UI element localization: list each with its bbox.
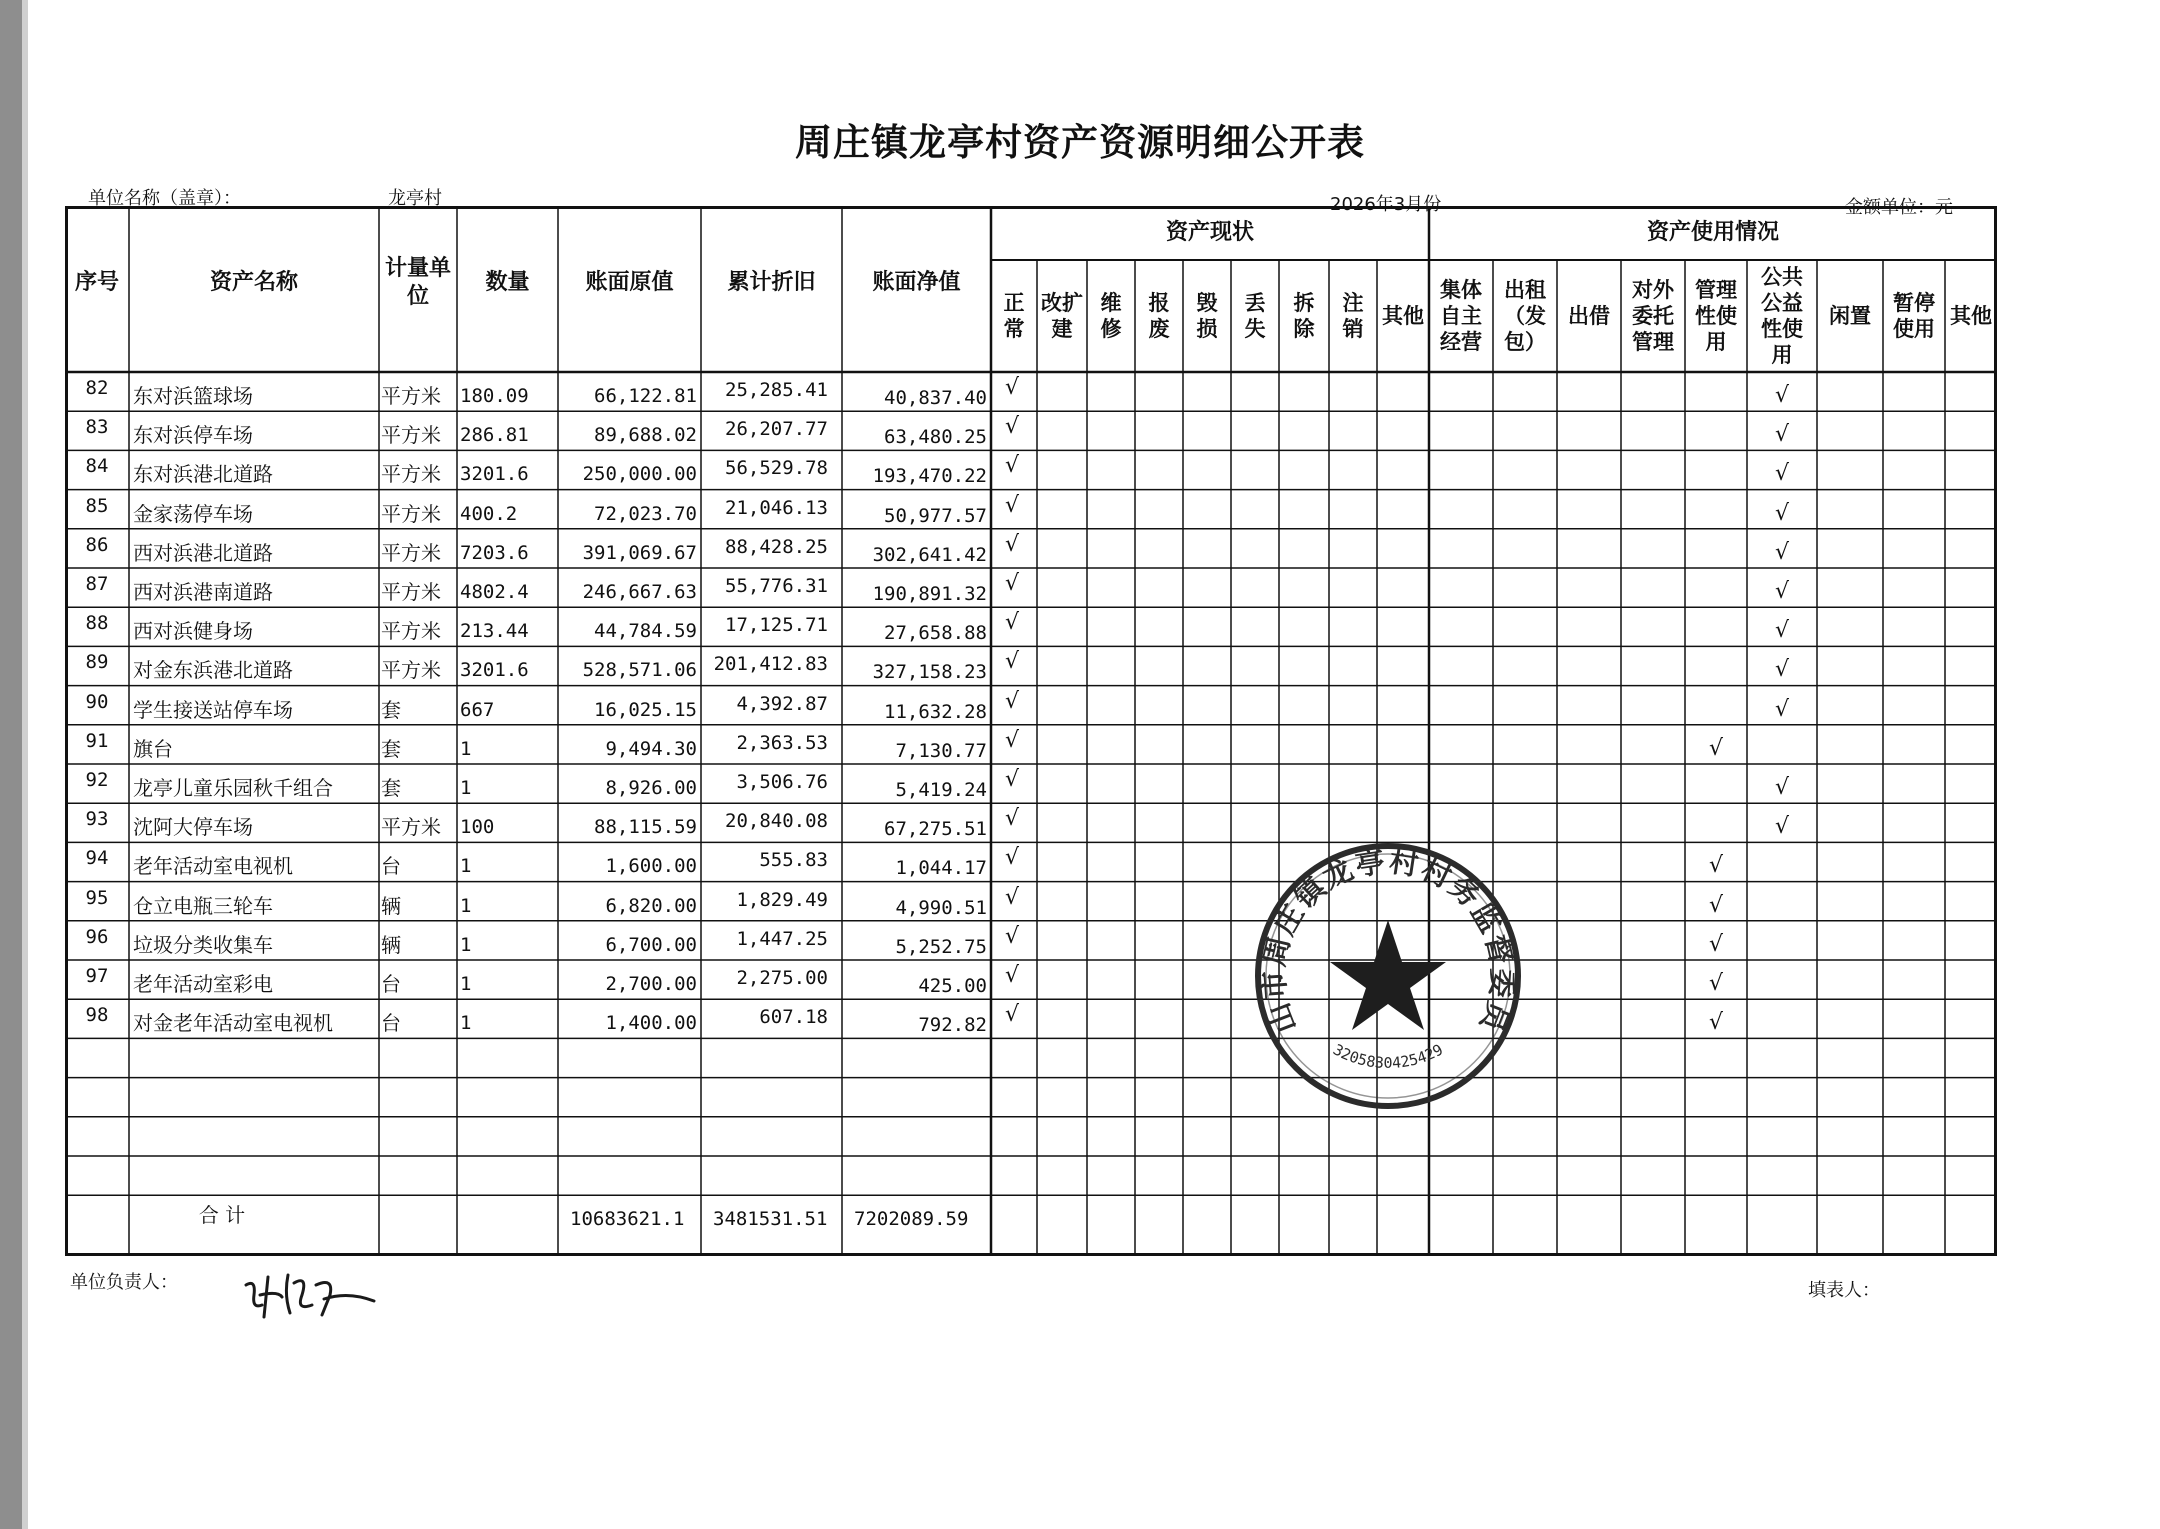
usage-check: √ — [1775, 579, 1790, 604]
header-usage-col: 闲置 — [1829, 304, 1871, 328]
header-usage-col: 出租 （发 包） — [1504, 278, 1546, 354]
row-net-value: 7,130.77 — [895, 739, 987, 762]
status-normal-check: √ — [1005, 571, 1020, 596]
usage-check: √ — [1709, 853, 1724, 879]
row-depreciation: 26,207.77 — [725, 418, 828, 441]
row-net-value: 302,641.42 — [872, 543, 987, 566]
unit-name-label: 单位名称（盖章）： — [88, 188, 241, 209]
row-quantity: 4802.4 — [460, 581, 529, 603]
status-normal-check: √ — [1005, 531, 1020, 557]
row-original-value: 44,784.59 — [594, 620, 697, 643]
header-status-col: 其他 — [1382, 304, 1424, 328]
header-usage-col: 暂停 使用 — [1893, 291, 1935, 341]
row-asset-name: 龙亭儿童乐园秋千组合 — [133, 776, 333, 800]
row-seq: 87 — [85, 573, 109, 595]
row-unit: 平方米 — [381, 815, 441, 840]
row-original-value: 88,115.59 — [594, 816, 697, 839]
row-depreciation: 1,829.49 — [736, 888, 828, 911]
row-seq: 85 — [85, 494, 109, 517]
status-normal-check: √ — [1005, 806, 1020, 832]
row-net-value: 27,658.88 — [884, 622, 987, 645]
unit-name-value: 龙亭村 — [388, 188, 442, 209]
row-asset-name: 旗台 — [133, 736, 173, 761]
row-quantity: 1 — [460, 855, 472, 878]
row-seq: 89 — [85, 651, 109, 674]
scan-edge-shadow — [22, 0, 28, 1529]
report-period: 2026年3月份 — [1330, 194, 1442, 215]
row-unit: 套 — [381, 776, 401, 800]
row-quantity: 1 — [460, 933, 472, 956]
row-original-value: 16,025.15 — [594, 698, 697, 721]
row-seq: 96 — [85, 925, 109, 948]
status-normal-check: √ — [1005, 649, 1020, 675]
row-unit: 平方米 — [381, 580, 441, 604]
row-quantity: 100 — [460, 816, 495, 839]
status-normal-check: √ — [1005, 923, 1020, 949]
row-asset-name: 对金老年活动室电视机 — [133, 1011, 333, 1036]
status-normal-check: √ — [1005, 453, 1020, 479]
row-net-value: 327,158.23 — [872, 661, 987, 684]
usage-check: √ — [1775, 422, 1790, 448]
header-asset-status: 资产现状 — [1165, 220, 1254, 245]
row-asset-name: 西对浜港北道路 — [133, 540, 273, 565]
row-net-value: 5,252.75 — [895, 935, 987, 958]
row-original-value: 1,600.00 — [605, 855, 697, 878]
header-status-col: 报 废 — [1148, 291, 1170, 341]
row-quantity: 1 — [460, 777, 472, 799]
row-original-value: 2,700.00 — [605, 973, 697, 995]
header-status-col: 改扩 建 — [1041, 291, 1083, 341]
usage-check: √ — [1775, 696, 1790, 722]
usage-check: √ — [1775, 657, 1790, 683]
row-quantity: 3201.6 — [460, 659, 529, 682]
row-net-value: 425.00 — [918, 975, 987, 997]
row-unit: 平方米 — [381, 658, 441, 683]
row-seq: 90 — [85, 690, 109, 713]
row-asset-name: 金家荡停车场 — [133, 501, 253, 526]
usage-check: √ — [1775, 461, 1790, 487]
header-status-col: 注 销 — [1342, 291, 1364, 341]
usage-check: √ — [1775, 775, 1790, 800]
header-status-col: 维 修 — [1100, 291, 1122, 341]
total-label: 合 计 — [198, 1203, 246, 1228]
row-original-value: 66,122.81 — [594, 385, 697, 407]
row-original-value: 9,494.30 — [605, 737, 697, 760]
usage-check: √ — [1709, 971, 1724, 996]
status-normal-check: √ — [1005, 727, 1020, 753]
row-unit: 平方米 — [381, 462, 441, 487]
row-unit: 平方米 — [381, 423, 441, 448]
status-normal-check: √ — [1005, 963, 1020, 988]
row-unit: 平方米 — [381, 501, 441, 526]
row-asset-name: 东对浜停车场 — [133, 423, 253, 448]
status-normal-check: √ — [1005, 610, 1020, 636]
row-quantity: 1 — [460, 973, 472, 995]
row-original-value: 72,023.70 — [594, 502, 697, 525]
row-depreciation: 2,275.00 — [736, 967, 828, 989]
row-net-value: 190,891.32 — [872, 583, 987, 605]
row-net-value: 11,632.28 — [884, 700, 987, 723]
amount-unit: 金额单位：元 — [1845, 197, 1953, 218]
total-original-value: 10683621.1 — [570, 1208, 685, 1231]
row-depreciation: 1,447.25 — [736, 927, 828, 950]
header-asset-name: 资产名称 — [209, 270, 298, 295]
row-asset-name: 对金东浜港北道路 — [133, 658, 293, 683]
row-net-value: 5,419.24 — [895, 779, 987, 801]
row-depreciation: 56,529.78 — [725, 457, 828, 480]
header-depreciation: 累计折旧 — [727, 270, 816, 295]
row-unit: 辆 — [381, 932, 401, 957]
header-status-col: 拆 除 — [1293, 291, 1315, 341]
row-net-value: 63,480.25 — [884, 426, 987, 449]
row-depreciation: 88,428.25 — [725, 535, 828, 558]
row-quantity: 1 — [460, 1012, 472, 1035]
row-unit: 平方米 — [381, 540, 441, 565]
row-asset-name: 老年活动室彩电 — [133, 972, 273, 996]
row-original-value: 391,069.67 — [582, 541, 697, 564]
row-quantity: 213.44 — [460, 620, 529, 643]
row-asset-name: 沈阿大停车场 — [133, 815, 253, 840]
row-net-value: 40,837.40 — [884, 387, 987, 409]
row-depreciation: 555.83 — [759, 849, 828, 872]
row-unit: 台 — [381, 1011, 401, 1036]
row-seq: 83 — [85, 416, 109, 439]
row-quantity: 7203.6 — [460, 541, 529, 564]
row-unit: 台 — [381, 972, 401, 996]
status-normal-check: √ — [1005, 414, 1020, 440]
header-status-col: 毁 损 — [1196, 291, 1218, 341]
row-seq: 92 — [85, 769, 109, 791]
row-seq: 82 — [85, 377, 109, 399]
usage-check: √ — [1775, 383, 1790, 408]
row-asset-name: 垃圾分类收集车 — [133, 932, 273, 957]
status-normal-check: √ — [1005, 1002, 1020, 1028]
row-depreciation: 3,506.76 — [736, 771, 828, 793]
header-status-col: 正 常 — [1003, 291, 1025, 341]
row-quantity: 400.2 — [460, 502, 518, 525]
status-normal-check: √ — [1005, 884, 1020, 910]
row-depreciation: 17,125.71 — [725, 614, 828, 637]
row-asset-name: 西对浜健身场 — [133, 619, 253, 644]
row-quantity: 1 — [460, 737, 472, 760]
row-net-value: 50,977.57 — [884, 504, 987, 527]
usage-check: √ — [1775, 500, 1790, 526]
asset-table — [65, 206, 1997, 1256]
row-quantity: 1 — [460, 894, 472, 917]
row-unit: 套 — [381, 697, 401, 722]
usage-check: √ — [1709, 735, 1724, 761]
row-net-value: 1,044.17 — [895, 857, 987, 880]
row-original-value: 1,400.00 — [605, 1012, 697, 1035]
usage-check: √ — [1775, 814, 1790, 840]
row-seq: 94 — [85, 847, 109, 870]
row-depreciation: 4,392.87 — [736, 692, 828, 715]
seal-star-icon — [1330, 920, 1446, 1030]
row-seq: 88 — [85, 612, 109, 635]
handwritten-signature — [238, 1265, 383, 1325]
row-asset-name: 东对浜篮球场 — [133, 384, 253, 408]
header-usage-col: 对外 委托 管理 — [1632, 278, 1674, 354]
footer-responsible-label: 单位负责人： — [70, 1272, 178, 1293]
status-normal-check: √ — [1005, 492, 1020, 518]
row-net-value: 4,990.51 — [895, 896, 987, 919]
total-net-value: 7202089.59 — [854, 1208, 969, 1231]
row-unit: 平方米 — [381, 384, 441, 408]
row-original-value: 250,000.00 — [582, 463, 697, 486]
row-seq: 93 — [85, 808, 109, 831]
row-unit: 平方米 — [381, 619, 441, 644]
row-quantity: 180.09 — [460, 385, 529, 407]
row-depreciation: 55,776.31 — [725, 575, 828, 597]
header-net-value: 账面净值 — [872, 270, 961, 295]
row-unit: 台 — [381, 854, 401, 879]
official-seal — [1250, 838, 1526, 1114]
svg-text:3205830425429 — [1330, 1040, 1446, 1072]
row-seq: 95 — [85, 886, 109, 909]
header-seq: 序号 — [74, 270, 119, 295]
row-net-value: 67,275.51 — [884, 818, 987, 841]
usage-check: √ — [1775, 539, 1790, 565]
seal-code: 3205830425429 — [1330, 1040, 1446, 1073]
header-usage-col: 出借 — [1568, 304, 1610, 328]
row-asset-name: 学生接送站停车场 — [133, 697, 293, 722]
row-depreciation: 201,412.83 — [713, 653, 828, 676]
status-normal-check: √ — [1005, 688, 1020, 714]
row-seq: 84 — [85, 455, 109, 478]
usage-check: √ — [1709, 931, 1724, 957]
usage-check: √ — [1775, 618, 1790, 644]
header-original-value: 账面原值 — [585, 270, 674, 295]
row-original-value: 246,667.63 — [582, 581, 697, 603]
row-asset-name: 东对浜港北道路 — [133, 462, 273, 487]
header-asset-usage: 资产使用情况 — [1646, 220, 1779, 245]
header-status-col: 丢 失 — [1244, 291, 1266, 341]
header-quantity: 数量 — [485, 270, 530, 295]
usage-check: √ — [1709, 892, 1724, 918]
row-quantity: 286.81 — [460, 424, 529, 447]
row-seq: 86 — [85, 533, 109, 556]
status-normal-check: √ — [1005, 375, 1020, 400]
page-title: 周庄镇龙亭村资产资源明细公开表 — [795, 121, 1365, 164]
row-net-value: 792.82 — [918, 1014, 987, 1037]
row-depreciation: 2,363.53 — [736, 731, 828, 754]
seal-text: 山市周庄镇龙亭村村务监督委员 — [1256, 844, 1520, 1038]
row-unit: 辆 — [381, 893, 401, 918]
header-usage-col: 管理 性使 用 — [1695, 278, 1737, 354]
scan-edge — [0, 0, 22, 1529]
row-unit: 套 — [381, 736, 401, 761]
row-quantity: 667 — [460, 698, 495, 721]
row-asset-name: 仓立电瓶三轮车 — [133, 893, 273, 918]
header-usage-col: 公共 公益 性使 用 — [1761, 265, 1803, 367]
row-net-value: 193,470.22 — [872, 465, 987, 488]
row-original-value: 6,820.00 — [605, 894, 697, 917]
row-quantity: 3201.6 — [460, 463, 529, 486]
row-depreciation: 607.18 — [759, 1006, 828, 1029]
header-unit: 计量单 位 — [384, 256, 451, 309]
usage-check: √ — [1709, 1010, 1724, 1036]
row-original-value: 528,571.06 — [582, 659, 697, 682]
row-seq: 98 — [85, 1004, 109, 1027]
status-normal-check: √ — [1005, 845, 1020, 871]
seal-graphic — [1250, 838, 1526, 1114]
row-depreciation: 21,046.13 — [725, 496, 828, 519]
header-usage-col: 其他 — [1950, 304, 1992, 328]
row-original-value: 89,688.02 — [594, 424, 697, 447]
row-seq: 97 — [85, 965, 109, 987]
row-original-value: 6,700.00 — [605, 933, 697, 956]
header-usage-col: 集体 自主 经营 — [1440, 278, 1482, 354]
footer-filler-label: 填表人： — [1808, 1280, 1880, 1301]
row-asset-name: 西对浜港南道路 — [133, 580, 273, 604]
row-depreciation: 25,285.41 — [725, 379, 828, 401]
total-depreciation: 3481531.51 — [713, 1208, 828, 1231]
row-asset-name: 老年活动室电视机 — [133, 854, 293, 879]
row-seq: 91 — [85, 729, 109, 752]
row-depreciation: 20,840.08 — [725, 810, 828, 833]
row-original-value: 8,926.00 — [605, 777, 697, 799]
status-normal-check: √ — [1005, 767, 1020, 792]
